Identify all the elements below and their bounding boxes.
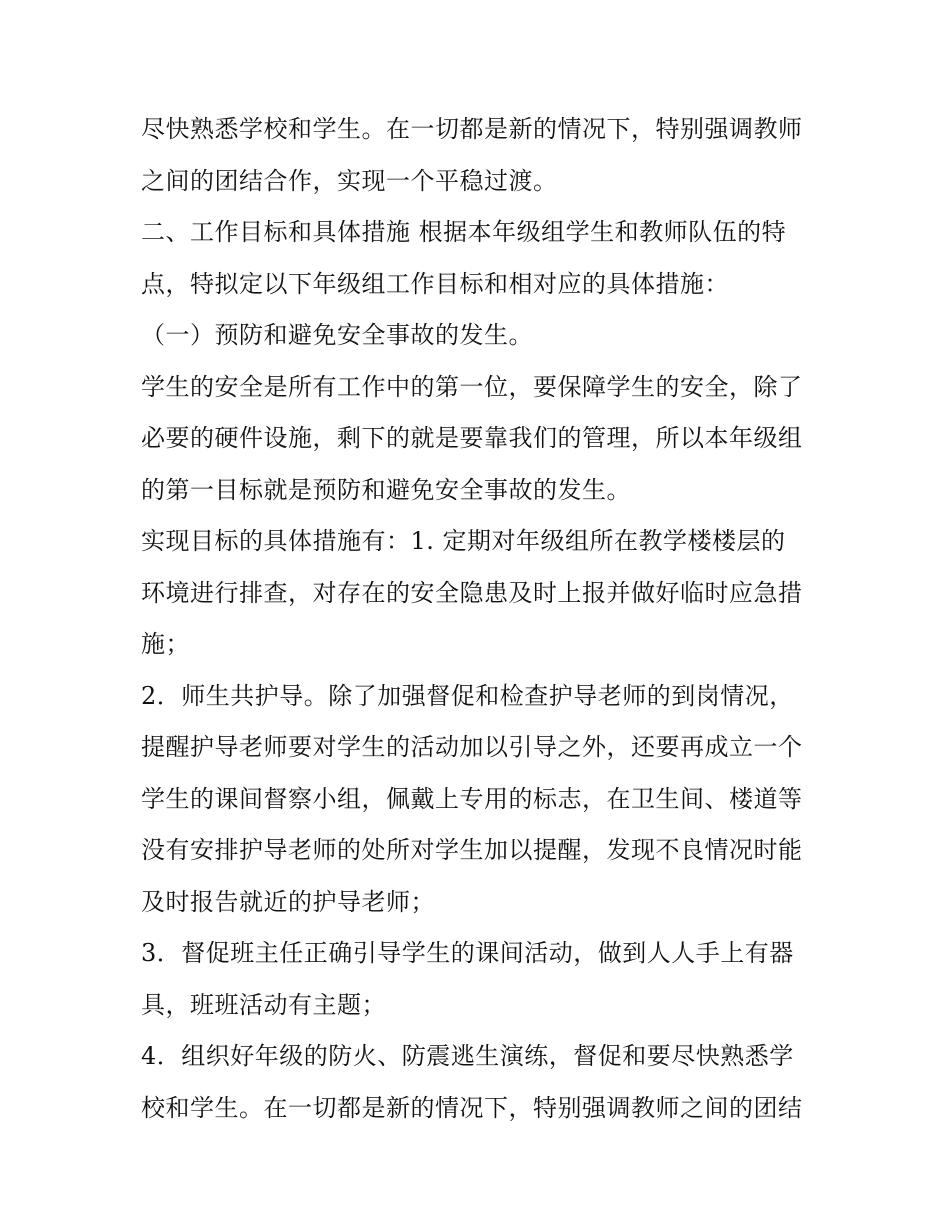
text-line: 必要的硬件设施，剩下的就是要靠我们的管理，所以本年级组 (141, 424, 803, 452)
text-line: 学生的课间督察小组，佩戴上专用的标志，在卫生间、楼道等 (141, 784, 803, 813)
list-item: 2．师生共护导。除了加强督促和检查护导老师的到岗情况， (141, 681, 794, 710)
list-item: 4．组织好年级的防火、防震逃生演练，督促和要尽快熟悉学 (141, 1042, 794, 1070)
text-line: 尽快熟悉学校和学生。在一切都是新的情况下，特别强调教师 (141, 115, 803, 143)
section-heading: 二、工作目标和具体措施 根据本年级组学生和教师队伍的特 (141, 218, 787, 246)
text-line: 环境进行排查，对存在的安全隐患及时上报并做好临时应急措 (141, 578, 803, 607)
text-line: 点，特拟定以下年级组工作目标和相对应的具体措施： (141, 269, 729, 298)
subsection-heading: （一）预防和避免安全事故的发生。 (141, 321, 533, 349)
list-item: 3．督促班主任正确引导学生的课间活动，做到人人手上有器 (141, 939, 794, 967)
text-line: 施； (141, 630, 190, 658)
text-line: 校和学生。在一切都是新的情况下，特别强调教师之间的团结 (141, 1093, 803, 1122)
text-line: 之间的团结合作，实现一个平稳过渡。 (141, 166, 558, 195)
document-body (141, 104, 821, 1134)
text-line: 及时报告就近的护导老师； (141, 887, 435, 916)
text-line: 提醒护导老师要对学生的活动加以引导之外，还要再成立一个 (141, 733, 803, 761)
text-line: 学生的安全是所有工作中的第一位，要保障学生的安全，除了 (141, 372, 803, 401)
text-line: 没有安排护导老师的处所对学生加以提醒，发现不良情况时能 (141, 836, 803, 864)
text-line: 的第一目标就是预防和避免安全事故的发生。 (141, 475, 631, 504)
text-line: 实现目标的具体措施有：1. 定期对年级组所在教学楼楼层的 (141, 527, 786, 555)
text-line: 具，班班活动有主题； (141, 990, 386, 1019)
